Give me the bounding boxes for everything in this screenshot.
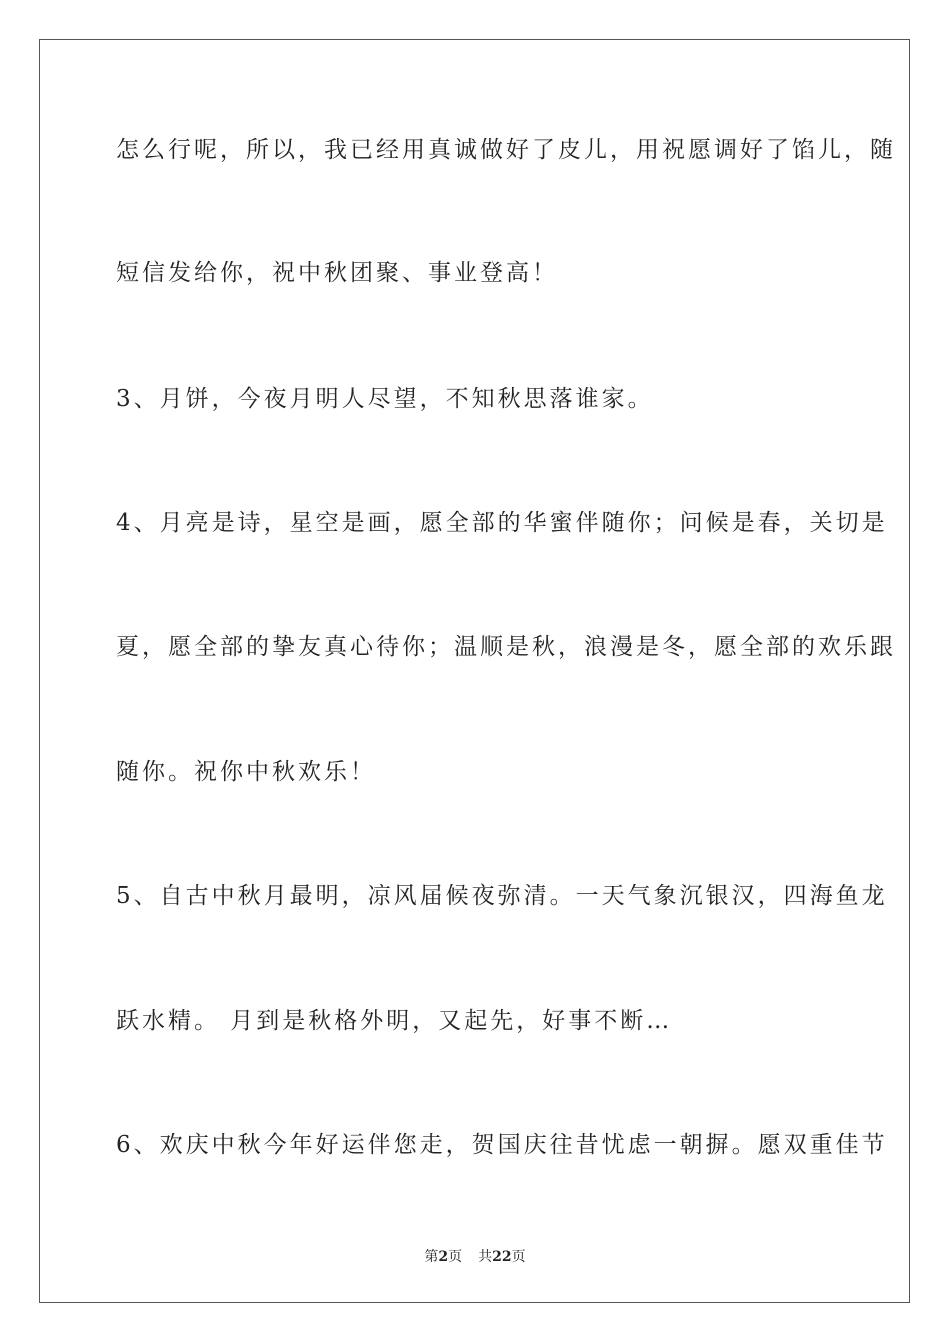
text-line-8: 跃水精。 月到是秋格外明，又起先，好事不断… [116, 1008, 673, 1034]
footer-page-number: 2 [438, 1249, 449, 1265]
footer-page-prefix: 第 [424, 1249, 439, 1265]
page-footer [0, 1246, 950, 1266]
text-line-6: 随你。祝你中秋欢乐！ [116, 759, 376, 785]
footer-page-suffix: 页 [448, 1249, 463, 1265]
text-line-1: 怎么行呢，所以，我已经用真诚做好了皮儿，用祝愿调好了馅儿，随 [116, 137, 896, 163]
text-line-9: 6、欢庆中秋今年好运伴您走，贺国庆往昔忧虑一朝摒。愿双重佳节 [116, 1132, 888, 1158]
page-border [39, 39, 910, 1303]
footer-total-suffix: 页 [511, 1249, 526, 1265]
text-line-3: 3、月饼，今夜月明人尽望，不知秋思落谁家。 [116, 386, 654, 412]
text-line-2: 短信发给你，祝中秋团聚、事业登高！ [116, 260, 558, 286]
text-line-7: 5、自古中秋月最明，凉风届候夜弥清。一天气象沉银汉，四海鱼龙 [116, 883, 888, 909]
footer-total-prefix: 共 [478, 1249, 493, 1265]
footer-total-pages: 22 [492, 1249, 512, 1265]
text-line-4: 4、月亮是诗，星空是画，愿全部的华蜜伴随你；问候是春，关切是 [116, 510, 888, 536]
text-line-5: 夏，愿全部的挚友真心待你；温顺是秋，浪漫是冬，愿全部的欢乐跟 [116, 634, 896, 660]
